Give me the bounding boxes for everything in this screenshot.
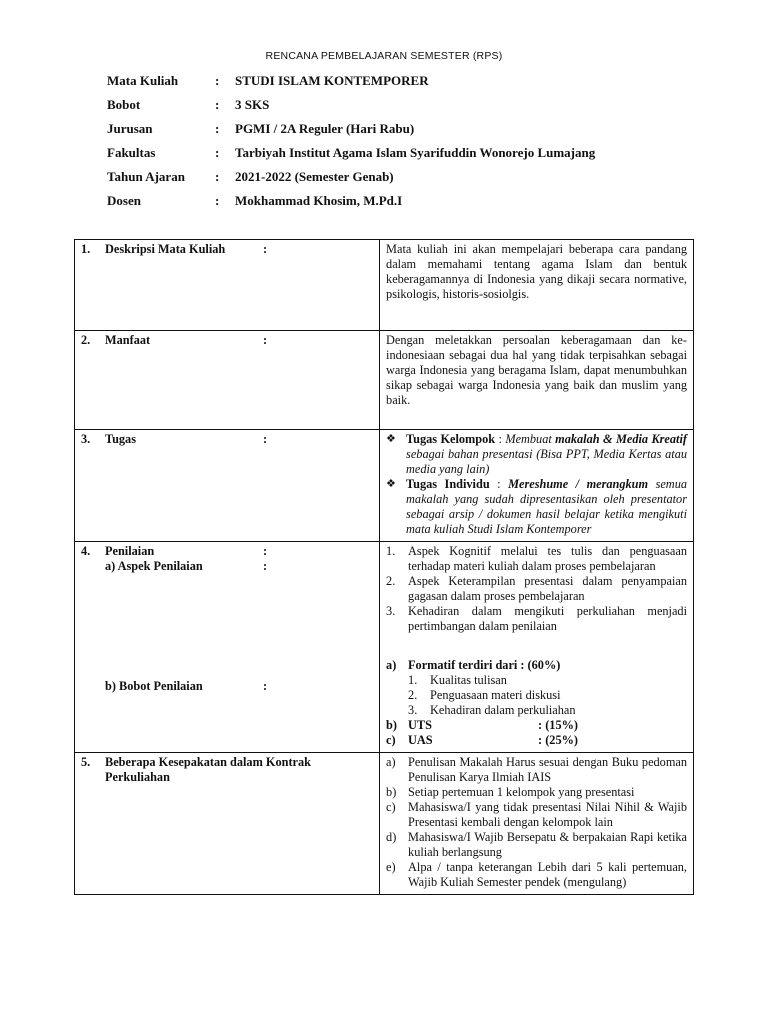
row-content-cell: [380, 753, 694, 895]
info-colon: :: [215, 169, 220, 184]
list-item: 1. Kualitas tulisan: [408, 673, 507, 687]
separator: :: [495, 432, 506, 446]
row-colon: :: [263, 679, 268, 693]
info-row-faculty: [107, 145, 595, 169]
diamond-bullet-icon: ❖: [386, 433, 396, 445]
table-row-benefit: [75, 331, 694, 430]
info-value: PGMI / 2A Reguler (Hari Rabu): [235, 121, 415, 136]
uas-line: c) UAS : (25%): [386, 733, 578, 747]
list-item: 1. Aspek Kognitif melalui tes tulis dan penguasaan terhadap materi kuliah dalam proses pembelajaran: [386, 544, 687, 573]
list-item: a) Penulisan Makalah Harus sesuai dengan Buku pedoman Penulisan Karya Ilmiah IAIS: [386, 755, 687, 784]
info-value: STUDI ISLAM KONTEMPORER: [235, 73, 429, 88]
info-row-year: [107, 169, 595, 193]
table-row-description: [75, 240, 694, 331]
info-label: Jurusan: [107, 121, 153, 136]
row-colon: :: [263, 559, 268, 573]
assignment-list: [386, 432, 687, 537]
info-value: Tarbiyah Institut Agama Islam Syarifuddin Wonorejo Lumajang: [235, 145, 596, 160]
table-row-assessment: [75, 542, 694, 753]
list-item: b) Setiap pertemuan 1 kelompok yang presentasi: [386, 785, 635, 799]
description-text: Mata kuliah ini akan mempelajari beberapa cara pandang dalam memahami tentang agama Islam dan bentuk keberagamannya di Indonesia yang dikaji secara normative, psikologis, historis-sosiolgis.: [386, 242, 687, 301]
formatif-line: a) Formatif terdiri dari : (60%): [386, 658, 561, 672]
agreement-list: [386, 755, 687, 890]
row-colon: :: [263, 432, 268, 446]
info-row-department: [107, 121, 595, 145]
group-task-label: Tugas Kelompok: [406, 432, 496, 446]
row-label: Deskripsi Mata Kuliah: [105, 242, 226, 256]
info-row-lecturer: [107, 193, 595, 217]
individual-task-label: Tugas Individu: [406, 477, 490, 491]
info-value: 2021-2022 (Semester Genab): [235, 169, 394, 184]
row-number: 5.: [81, 755, 91, 769]
row-number: 1.: [81, 242, 91, 256]
row-number: 3.: [81, 432, 91, 446]
row-label-cell: [75, 240, 380, 331]
row-colon: :: [263, 544, 268, 558]
info-label: Dosen: [107, 193, 141, 208]
row-label: Beberapa Kesepakatan dalam Kontrak Perkuliahan: [105, 755, 311, 784]
info-colon: :: [215, 145, 220, 160]
info-label: Fakultas: [107, 145, 156, 160]
row-label: Tugas: [105, 432, 136, 446]
table-row-agreements: [75, 753, 694, 895]
benefit-text: Dengan meletakkan persoalan keberagamaan dan ke-indonesiaan sebagai dua hal yang tidak terpisahkan sebagai warga Indonesia yang beragama Islam, dapat menumbuhkan sikap sebagai warga Indonesia yang baik dan muslim yang baik.: [386, 333, 687, 407]
document-title: RENCANA PEMBELAJARAN SEMESTER (RPS): [265, 50, 503, 62]
row-content-cell: [380, 331, 694, 430]
info-label: Tahun Ajaran: [107, 169, 185, 184]
diamond-bullet-icon: ❖: [386, 478, 396, 490]
formatif-list: [408, 673, 687, 718]
row-content-cell: [380, 240, 694, 331]
row-number: 2.: [81, 333, 91, 347]
separator: :: [489, 477, 509, 491]
info-colon: :: [215, 97, 220, 112]
info-value: Mokhammad Khosim, M.Pd.I: [235, 193, 403, 208]
table-row-assignments: [75, 430, 694, 542]
group-task-detail: sebagai bahan presentasi (Bisa PPT, Media Kertas atau media yang lain): [406, 447, 687, 476]
info-row-credits: [107, 97, 595, 121]
list-item: d) Mahasiswa/I Wajib Bersepatu & berpakaian Rapi ketika kuliah berlangsung: [386, 830, 687, 859]
row-label-cell: [75, 331, 380, 430]
list-item: [386, 432, 687, 477]
row-number: 4.: [81, 544, 91, 558]
course-info: [107, 73, 595, 217]
row-label-cell: [75, 542, 380, 753]
info-colon: :: [215, 121, 220, 136]
uts-line: b) UTS : (15%): [386, 718, 578, 732]
list-item: c) Mahasiswa/I yang tidak presentasi Nilai Nihil & Wajib Presentasi kembali dengan kelompok lain: [386, 800, 687, 829]
group-task-text: Membuat: [505, 432, 556, 446]
row-label-cell: [75, 753, 380, 895]
row-colon: :: [263, 242, 268, 256]
info-colon: :: [215, 73, 220, 88]
individual-task-emphasis: Mereshume / merangkum: [508, 477, 649, 491]
info-value: 3 SKS: [235, 97, 270, 112]
rps-table: [74, 239, 694, 895]
row-label: Manfaat: [105, 333, 151, 347]
aspect-label: a) Aspek Penilaian: [105, 559, 203, 573]
group-task-emphasis: makalah & Media Kreatif: [555, 432, 687, 446]
info-row-course: [107, 73, 595, 97]
row-content-cell: [380, 542, 694, 753]
row-label: Penilaian: [105, 544, 155, 558]
list-item: 2. Penguasaan materi diskusi: [408, 688, 561, 702]
info-label: Bobot: [107, 97, 141, 112]
row-colon: :: [263, 333, 268, 347]
weight-label: b) Bobot Penilaian: [105, 679, 203, 693]
individual-task-detail: semua makalah yang sudah dipresentasikan oleh presentator sebagai arsip / dokumen hasil belajar ketika mengikuti mata kuliah Studi Islam Kontemporer: [406, 477, 687, 536]
info-colon: :: [215, 193, 220, 208]
row-content-cell: [380, 430, 694, 542]
aspect-list: [386, 544, 687, 634]
list-item: e) Alpa / tanpa keterangan Lebih dari 5 kali pertemuan, Wajib Kuliah Semester pendek (mengulang): [386, 860, 687, 889]
list-item: 3. Kehadiran dalam mengikuti perkuliahan menjadi pertimbangan dalam penilaian: [386, 604, 687, 633]
list-item: [386, 477, 687, 537]
list-item: 3. Kehadiran dalam perkuliahan: [408, 703, 576, 717]
row-label-cell: [75, 430, 380, 542]
list-item: 2. Aspek Keterampilan presentasi dalam penyampaian gagasan dalam proses pembelajaran: [386, 574, 687, 603]
info-label: Mata Kuliah: [107, 73, 179, 88]
